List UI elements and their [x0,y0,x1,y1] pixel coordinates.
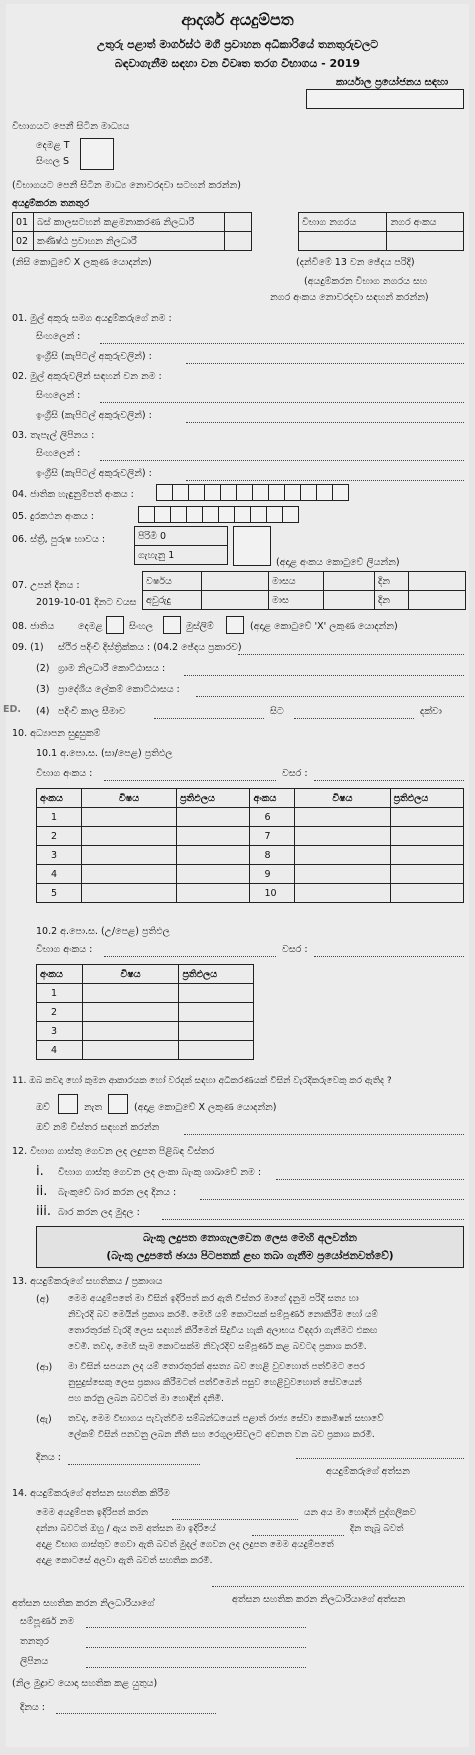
nic-digit-box[interactable] [204,484,221,501]
post-row [13,232,252,251]
q13-a-line1: මෙම අයදුම්පතේ මා විසින් ඉදිරිපත් කර ඇති විස්තර මාගේ දැනුම පරිදි සත්‍ය හා [68,1294,359,1304]
q13-ae-line1: තවද, මෙම විභාගය පැවැත්වීම සම්බන්ධයෙන් පළාත් රාජ්‍ය සේවා කොමිෂන් සභාවේ [68,1414,384,1424]
margin-text: ED. [3,704,21,715]
al-heading: 10.2 අ.පො.ස. (උ/පෙළ) ප්‍රතිඵල [36,926,170,937]
age-at-label: 2019-10-01 දිනට වයස [36,597,137,608]
application-form-page [3,4,469,1747]
age-years-label: අවුරුදු [143,591,202,610]
q13-a-tag: (අ) [36,1294,50,1305]
q12-date-label: බැංකුවේ බාර කරන ලද දිනය : [58,1187,177,1198]
al-index-label: විභාග අංකය : [36,944,93,955]
dob-month-input[interactable] [323,572,374,591]
exam-town-header: විභාග නගරය [299,213,387,232]
q09-item1: ස්ථිර පදිංචි දිස්ත්‍රික්කය : (04.2 ඡේදය ප්‍රකාරව) [58,642,242,653]
table-row [37,1003,254,1022]
ol-result-cell[interactable] [390,865,463,884]
phone-digit-box[interactable] [170,506,187,523]
medium-note: (විභාගයට පෙනී සිටින මාධ්‍ය නොවරදවා සටහන් කරන්න) [12,180,241,191]
ol-row-no: 10 [250,884,295,903]
q02-label: 02. මුල් අකුරුවලින් සඳහන් වන නම : [12,371,162,382]
ol-subject-cell[interactable] [81,827,176,846]
gender-input-box[interactable] [233,526,271,566]
al-row-no: 4 [37,1041,83,1060]
al-col-subject: විෂය [82,965,179,984]
q13-aa-line3: පහ කරනු ලබන බවටත් මා හොඳින් දනිමි. [68,1394,224,1404]
table-row [37,1022,254,1041]
nic-digit-box[interactable] [236,484,253,501]
ol-subject-cell[interactable] [295,865,390,884]
post-row [13,213,252,232]
q02-english-label: ඉංග්‍රීසි (කැපිටල් අකුරුවලින්) : [36,410,152,421]
age-years-input[interactable] [201,591,268,610]
q02-sinhala-field[interactable] [100,402,464,403]
al-row-no: 2 [37,1003,83,1022]
age-months-input[interactable] [323,591,374,610]
post-heading: අයදුම්කරන තනතුර [12,198,90,209]
q14-date-inline-field[interactable] [252,1535,344,1536]
al-subject-cell[interactable] [82,1041,179,1060]
ol-row-no: 8 [250,846,295,865]
nic-digit-box[interactable] [316,484,333,501]
q09-district-field[interactable] [238,654,464,655]
q14-designation-label: තනතුර [20,1636,49,1647]
q14-address-field[interactable] [86,1667,306,1668]
ol-subject-cell[interactable] [295,884,390,903]
q09-label: 09. (1) [12,642,44,653]
q03-sinhala-field[interactable] [100,460,464,461]
q13-aa-line2: නුසුදුස්සෙකු ලෙස ප්‍රකාශ කිරීමටත් පත්වීමෙන් පසුව හෙළිවුවහොත් සේවයෙන් [68,1378,362,1388]
receipt-notice-line2: (බැංකු ලදුපතේ ඡායා පිටපතක් ළඟ තබා ගැනීම ප්‍රයෝජනවත්වේ) [106,1250,394,1262]
al-year-field[interactable] [314,956,464,957]
ol-subject-cell[interactable] [81,884,176,903]
q02-sinhala-label: සිංහලෙන් : [36,390,81,401]
ol-row-no: 9 [250,865,295,884]
race-tamil-label: දෙමළ [78,621,103,632]
q13-sign-field[interactable] [296,1458,464,1459]
table-row [37,884,464,903]
q11-yes-box[interactable] [58,1094,78,1114]
q14-line3: අදාළ විභාග ගාස්තුව ගෙවා ඇති බවත් මුදල් ගෙවන ලද ලදුපත මෙම අයදුම්පතේ [36,1540,334,1550]
ol-subject-cell[interactable] [295,846,390,865]
q01-label: 01. මුල් අකුරු සමග අයදුම්කරුගේ නම : [12,313,172,324]
q14-designation-field[interactable] [86,1647,306,1648]
q13-ae-line2: ලේකම් විසින් පනවනු ලබන නීති සහ රෙගුලාසිවලට අවනත වන බව ප්‍රකාශ කරමි. [68,1430,375,1440]
q12-date-field[interactable] [200,1199,464,1200]
ol-result-cell[interactable] [390,808,463,827]
q12-amount-label: බාර කරන ලද මුදල : [58,1207,140,1218]
q13-aa-line1: මා විසින් සපයන ලද යම් තොරතුරක් අසත්‍ය බව හෙළි වුවහොත් පත්වීමට පෙර [68,1362,365,1372]
race-sinhala-label: සිංහල [129,621,153,632]
ol-result-cell[interactable] [177,808,250,827]
ol-subject-cell[interactable] [81,808,176,827]
ol-result-cell[interactable] [390,827,463,846]
town-no-input[interactable] [387,232,464,251]
dob-year-input[interactable] [201,572,268,591]
gender-note: (අදාළ අංකය කොටුවේ ලියන්න) [276,557,400,568]
q05-label: 05. දුරකථන අංකය : [12,511,94,522]
race-sinhala-box[interactable] [163,616,181,634]
ol-row-no: 4 [37,865,82,884]
q12-amount-field[interactable] [162,1219,464,1220]
q14-seal-note: (නිල මුද්‍රාව යොදා සහතික කළ යුතුය) [12,1678,158,1689]
nic-digit-box[interactable] [300,484,317,501]
q09-from-label: සිට [270,706,284,717]
q09-num4: (4) [36,706,50,717]
post-checkbox[interactable] [225,232,252,251]
gender-table [134,526,228,565]
q12-label: 12. විභාග ගාස්තු ගෙවන ලද ලදුපත පිළිබඳ විස්තර [12,1146,215,1157]
q08-label: 08. ජාතිය [12,621,55,632]
medium-tamil-label: දෙමළ T [36,140,70,151]
q09-num3: (3) [36,684,50,695]
ol-col-no-2: අංකය [250,789,295,808]
al-results-table [36,964,254,1060]
q13-label: 13. අයදුම්කරුගේ සහතිකය / ප්‍රකාශය [12,1276,163,1287]
nic-digit-box[interactable] [332,484,349,501]
ol-subject-cell[interactable] [81,846,176,865]
ol-result-cell[interactable] [390,884,463,903]
receipt-notice-line1: බැංකු ලදුපත නොගැලවෙන ලෙස මෙහි අලවන්න [143,1232,357,1244]
race-note: (අදාළ කොටුවේ 'X' ලකුණ යොදන්න) [250,621,398,632]
q01-sinhala-label: සිංහලෙන් : [36,331,81,342]
office-use-label: කාර්යාල ප්‍රයෝජනය සඳහා [336,77,449,88]
ol-result-cell[interactable] [177,827,250,846]
ol-index-field[interactable] [104,780,276,781]
post-checkbox[interactable] [225,213,252,232]
table-row [37,1041,254,1060]
q09-item2: ග්‍රාම නිලධාරී කොට්ඨාසය : [58,663,166,674]
al-index-field[interactable] [104,956,276,957]
q02-english-field[interactable] [186,422,464,423]
ol-col-no: අංකය [37,789,82,808]
exam-town-table [298,212,464,251]
q14-line1b: යන අය මා හොඳින් පුද්ගලිකව [304,1508,416,1518]
ol-subject-cell[interactable] [295,808,390,827]
cross-note: (නිසි කොටුවේ X ලකුණ යොදන්න) [12,257,152,268]
q10-label: 10. අධ්‍යාපන සුදුසුකම් [12,728,101,739]
race-muslim-label: මුස්ලිම් [186,621,214,632]
q03-label: 03. තැපැල් ලිපිනය : [12,430,95,441]
ref-note1: (දන්වීමේ 13 වන ඡේදය පරිදි) [296,257,415,268]
q01-english-field[interactable] [186,363,464,364]
q12-branch-field[interactable] [276,1179,464,1180]
gender-female: ගැහැනු 1 [135,546,228,565]
dob-table [142,571,466,610]
q14-fullname-label: සම්පූර්ණ නම [20,1616,75,1627]
q14-fullname-field[interactable] [86,1627,306,1628]
medium-input-box[interactable] [80,138,114,170]
q09-until-label: දක්වා [420,706,442,717]
phone-digit-box[interactable] [186,506,203,523]
q13-sign-label: අයදුම්කරුගේ අත්සන [326,1466,410,1477]
ol-col-subject-2: විෂය [295,789,390,808]
q14-cert-sign-label: අත්සන සහතික කරන නිලධාරියාගේ අත්සන [232,1594,406,1605]
ol-year-label: වසර : [282,768,308,779]
q14-name-field[interactable] [172,1519,298,1520]
al-result-cell[interactable] [179,1003,254,1022]
q01-english-label: ඉංග්‍රීසි (කැපිටල් අකුරුවලින්) : [36,351,152,362]
table-row [37,808,464,827]
q11-detail-field[interactable] [184,1134,464,1135]
form-subtitle-line2: බඳවාගැනීම සඳහා වන විවෘත තරග විභාගය - 2019 [114,57,361,70]
gender-male: පිරිමි 0 [135,527,228,546]
race-muslim-box[interactable] [226,616,244,634]
post-name: කණිෂ්ඨ ප්‍රවාහන නිලධාරී [34,232,225,251]
ol-index-label: විභාග අංකය : [36,768,93,779]
al-subject-cell[interactable] [82,1003,179,1022]
age-days-label: දින [374,591,408,610]
q13-a-line4: වෙමි. තවද, මෙහි සෑම කොටසක්ම නිවැරදිව සම්පූර්ණ කළ බවටද ප්‍රකාශ කරමි. [68,1342,367,1352]
q09-ds-field[interactable] [196,696,464,697]
q09-item3: ප්‍රාදේශීය ලේකම් කොට්ඨාසය : [58,684,180,695]
q09-num2: (2) [36,663,50,674]
q07-label: 07. උපන් දිනය : [12,580,80,591]
dob-day-label: දින [374,572,408,591]
phone-digit-box[interactable] [250,506,267,523]
ol-col-subject: විෂය [81,789,176,808]
phone-digit-box[interactable] [138,506,155,523]
q14-cert-sign-field[interactable] [212,1586,464,1587]
nic-digit-box[interactable] [220,484,237,501]
ol-heading: 10.1 අ.පො.ස. (සා/පෙළ) ප්‍රතිඵල [36,748,173,759]
al-row-no: 3 [37,1022,83,1041]
q03-english-field[interactable] [186,480,464,481]
table-row [37,865,464,884]
ol-col-result-2: ප්‍රතිඵලය [390,789,463,808]
ol-row-no: 3 [37,846,82,865]
q06-label: 06. ස්ත්‍රී, පුරුෂ භාවය : [12,534,106,545]
al-col-no: අංකය [37,965,83,984]
q11-note: (අදාළ කොටුවේ X ලකුණ යොදන්න) [134,1102,277,1113]
ol-row-no: 2 [37,827,82,846]
q11-yes-label: ඔව් [36,1102,50,1113]
ol-row-no: 7 [250,827,295,846]
ol-result-cell[interactable] [177,846,250,865]
ref-note2: (අයදුම්කරන විභාග නගරය සහ [304,276,428,287]
form-subtitle-line1: උතුරු පළාත් මාර්ගස්ථ මගී ප්‍රවාහන අධිකාරියේ තනතුරුවලට [96,38,379,51]
ref-note3: නගර අංකය නොවරදවා සඳහන් කරන්න) [270,292,429,303]
q13-a-line3: තොරතුරක් වැරදි ලෙස සඳහන් කිරීමෙන් සිදුවිය හැකි අලාභය විඳදරා ගැනීමට එකඟ [68,1326,378,1336]
dob-day-input[interactable] [409,572,466,591]
table-row [37,984,254,1003]
form-title: ආදර්ශ අයදුම්පත [181,10,294,29]
phone-digit-box[interactable] [154,506,171,523]
race-tamil-box[interactable] [106,616,124,634]
q12-roman1: i. [36,1164,44,1179]
q04-label: 04. ජාතික හැඳුනුම්පත් අංකය : [12,489,134,500]
nic-digit-box[interactable] [268,484,285,501]
nic-digit-box[interactable] [172,484,189,501]
al-col-result: ප්‍රතිඵලය [179,965,254,984]
q14-officer-label: අත්සන සහතික කරන නිලධාරියාගේ [12,1598,155,1609]
q03-english-label: ඉංග්‍රීසි (කැපිටල් අකුරුවලින්) : [36,468,152,479]
q13-date-field[interactable] [68,1464,200,1465]
phone-digit-box[interactable] [218,506,235,523]
q09-from-field[interactable] [154,718,264,719]
al-result-cell[interactable] [179,1022,254,1041]
nic-digit-box[interactable] [156,484,173,501]
age-days-input[interactable] [409,591,466,610]
dob-year-label: වර්ෂය [143,572,202,591]
q14-address-label: ලිපිනය [20,1656,49,1667]
post-name: බස් කාලසටහන් කළමනාකරණ නිලධාරී [34,213,225,232]
q12-roman3: iii. [36,1204,51,1219]
ol-subject-cell[interactable] [81,865,176,884]
al-row-no: 1 [37,984,83,1003]
al-year-label: වසර : [282,944,308,955]
nic-digit-box[interactable] [188,484,205,501]
ol-row-no: 1 [37,808,82,827]
q14-date-label: දිනය : [20,1702,45,1713]
al-subject-cell[interactable] [82,984,179,1003]
ol-row-no: 6 [250,808,295,827]
post-no: 02 [13,232,34,251]
dob-month-label: මාසය [268,572,323,591]
ol-result-cell[interactable] [177,884,250,903]
office-use-box [306,89,464,109]
phone-digit-box[interactable] [266,506,283,523]
q03-sinhala-label: සිංහලෙන් : [36,448,81,459]
q14-line4: අදාළ කොටසේ අලවා ඇති බවත් සහතික කරමි. [36,1556,213,1566]
q11-label: 11. ඔබ කවදා හෝ කුමන ආකාරයක හෝ වරදක් සඳහා අධිකරණයක් විසින් වැරදිකරුවෙකු කර ඇතිද ? [12,1076,392,1086]
age-months-label: මාස [268,591,323,610]
q14-date-field[interactable] [56,1713,216,1714]
ol-year-field[interactable] [314,780,464,781]
exam-town-input[interactable] [299,232,387,251]
q12-branch-label: විභාග ගාස්තු ගෙවන ලද ලංකා බැංකු ශාඛාවේ නම : [58,1167,262,1178]
ol-result-cell[interactable] [390,846,463,865]
q13-a-line2: නිවැරදි බව මෙයින් ප්‍රකාශ කරමි. මෙහි යම් කොටසක් සම්පූර්ණ නොකිරීම හෝ යම් [68,1310,378,1320]
q13-ae-tag: (ඇ) [36,1414,52,1425]
q09-to-field[interactable] [294,718,414,719]
al-result-cell[interactable] [179,1041,254,1060]
town-no-header: නගර අංකය [387,213,464,232]
q01-sinhala-field[interactable] [100,343,464,344]
nic-digit-box[interactable] [252,484,269,501]
q09-item4: පදිංචි කාල සීමාව [58,706,126,717]
ol-row-no: 5 [37,884,82,903]
ol-col-result: ප්‍රතිඵලය [177,789,250,808]
q14-line2b: දින තැබූ බවත් [350,1524,404,1534]
q13-date-label: දිනය : [36,1452,61,1463]
q13-aa-tag: (ආ) [36,1362,53,1373]
medium-label: විභාගයට පෙනී සිටින මාධ්‍යය [12,121,130,132]
q14-line2: දන්නා බවටත් ඔහු / ඇය තම අත්සන මා ඉදිරියේ [36,1524,216,1534]
al-subject-cell[interactable] [82,1022,179,1041]
ol-result-cell[interactable] [177,865,250,884]
q09-gn-field[interactable] [184,675,464,676]
post-no: 01 [13,213,34,232]
phone-digit-box[interactable] [282,506,299,523]
phone-digit-box[interactable] [234,506,251,523]
q14-label: 14. අයදුම්කරුගේ අත්සන සහතික කිරීම [12,1488,170,1499]
ol-results-table [36,788,464,903]
table-row [37,827,464,846]
post-table [12,212,252,251]
q14-line1: මෙම අයදුම්පත ඉදිරිපත් කරන [36,1508,149,1518]
q11-no-box[interactable] [108,1094,128,1114]
phone-digit-box[interactable] [202,506,219,523]
q11-detail-label: ඔව් නම් විස්තර සඳහන් කරන්න [36,1122,160,1133]
q11-no-label: නැත [84,1102,103,1113]
al-result-cell[interactable] [179,984,254,1003]
nic-digit-box[interactable] [284,484,301,501]
ol-subject-cell[interactable] [295,827,390,846]
medium-sinhala-label: සිංහල S [36,156,70,167]
table-row [37,846,464,865]
q12-roman2: ii. [36,1184,48,1199]
